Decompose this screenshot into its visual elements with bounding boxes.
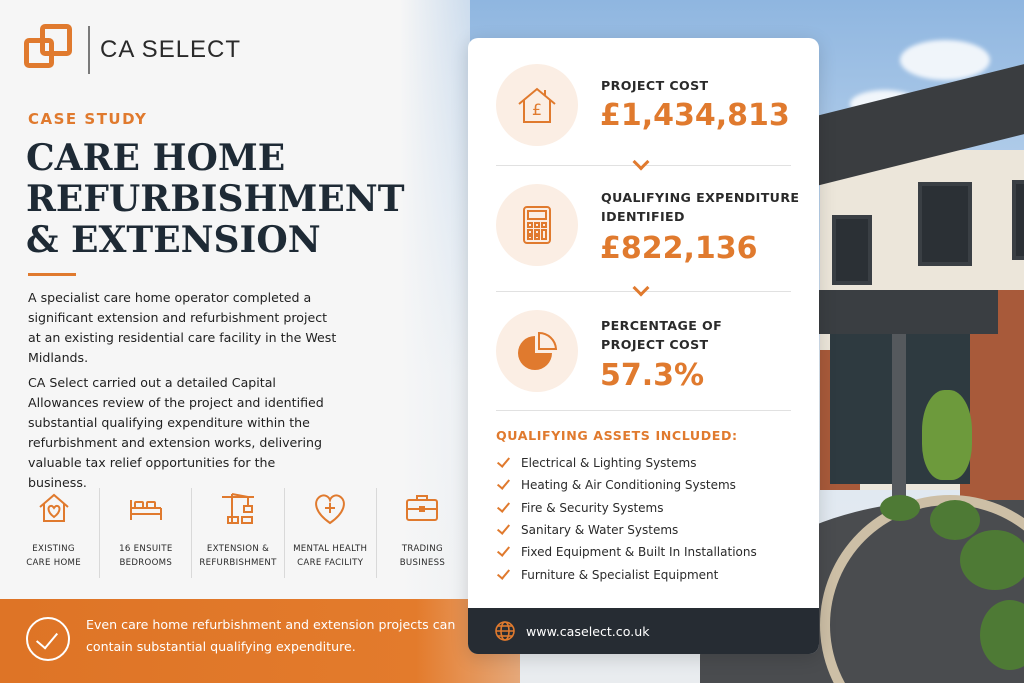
canopy-pillar: [892, 334, 906, 504]
svg-text:£: £: [531, 100, 543, 119]
check-icon: [497, 566, 510, 580]
check-circle-icon: [26, 617, 70, 661]
stat-icon-circle: [496, 310, 578, 392]
house-heart-icon: [34, 488, 74, 528]
list-item: [496, 519, 757, 541]
stat-icon-circle: [496, 64, 578, 146]
chevron-down-icon: [633, 154, 650, 171]
tree: [922, 390, 972, 480]
shrub: [930, 500, 980, 540]
list-item: [496, 497, 757, 519]
feature-list: [8, 488, 468, 578]
stat-label: [601, 316, 801, 354]
stat-value: £822,136: [600, 231, 758, 266]
feature-item: [192, 488, 284, 578]
feature-label: BUSINESS: [399, 558, 446, 568]
assets-title: QUALIFYING ASSETS INCLUDED:: [496, 428, 738, 443]
asset-label: Fire & Security Systems: [521, 500, 664, 515]
feature-item: [8, 488, 100, 578]
shrub: [960, 530, 1024, 590]
list-item: [496, 474, 757, 496]
title-line: REFURBISHMENT: [26, 178, 405, 220]
heart-plus-icon: [310, 488, 350, 528]
brand-name: CA SELECT: [100, 36, 242, 63]
stats-card: [468, 38, 819, 654]
title-underline: [28, 273, 76, 276]
list-item: [496, 452, 757, 474]
feature-item: [285, 488, 377, 578]
asset-label: Sanitary & Water Systems: [521, 523, 679, 538]
check-icon: [497, 521, 510, 535]
asset-label: Heating & Air Conditioning Systems: [521, 478, 736, 493]
website-link[interactable]: www.caselect.co.uk: [526, 623, 650, 639]
brand-logo[interactable]: [24, 24, 241, 76]
feature-label: CARE HOME: [26, 558, 81, 568]
logo-mark-icon: [24, 24, 76, 76]
page-title: [26, 138, 446, 261]
assets-list: [496, 452, 757, 586]
review-paragraph: CA Select carried out a detailed Capital Allowances review of the project and identified substantial qualifying expenditure within the refurbishment and extension works, delivering valuable tax relief opportunities for the business.: [28, 375, 324, 490]
title-line: CARE HOME: [26, 137, 286, 179]
asset-label: Furniture & Specialist Equipment: [521, 567, 719, 582]
stat-label-line: PROJECT COST: [601, 337, 709, 352]
briefcase-icon: [402, 488, 442, 528]
stat-value: 57.3%: [600, 358, 705, 393]
bottom-banner: [0, 599, 520, 683]
stat-label: [601, 188, 801, 226]
intro-paragraph: A specialist care home operator completed a significant extension and refurbishment project at an existing residential care facility in the West Midlands.: [28, 290, 337, 365]
check-icon: [497, 477, 510, 491]
check-icon: [497, 543, 510, 557]
title-line: & EXTENSION: [26, 219, 321, 261]
list-item: [496, 541, 757, 563]
stat-label-line: IDENTIFIED: [601, 209, 685, 224]
entrance-canopy: [818, 290, 998, 334]
pie-chart-icon: [514, 328, 560, 374]
check-icon: [497, 499, 510, 513]
feature-item: [377, 488, 468, 578]
crane-icon: [218, 488, 258, 528]
feature-label: MENTAL HEALTH: [293, 544, 368, 554]
window: [832, 215, 872, 285]
stat-label-line: PERCENTAGE OF: [601, 318, 723, 333]
feature-label: 16 ENSUITE: [119, 544, 173, 554]
feature-label: EXTENSION &: [206, 544, 270, 554]
stat-label-line: QUALIFYING EXPENDITURE: [601, 190, 800, 205]
calculator-icon: [514, 202, 560, 248]
window: [918, 182, 972, 266]
feature-item: [100, 488, 192, 578]
eyebrow-label: CASE STUDY: [28, 110, 148, 128]
chevron-down-icon: [633, 280, 650, 297]
divider: [496, 410, 791, 411]
banner-text: Even care home refurbishment and extension projects can contain substantial qualifying expenditure.: [86, 617, 456, 654]
stat-icon-circle: [496, 184, 578, 266]
window: [1012, 180, 1024, 260]
asset-label: Electrical & Lighting Systems: [521, 456, 697, 471]
logo-divider: [88, 26, 90, 74]
asset-label: Fixed Equipment & Built In Installations: [521, 545, 757, 560]
list-item: [496, 563, 757, 585]
feature-label: EXISTING: [32, 544, 75, 554]
left-panel: [0, 0, 470, 683]
check-icon: [497, 454, 510, 468]
stat-label: PROJECT COST: [601, 78, 709, 93]
house-pound-icon: [514, 82, 560, 128]
feature-label: CARE FACILITY: [297, 558, 364, 568]
feature-label: BEDROOMS: [119, 558, 173, 568]
feature-label: REFURBISHMENT: [199, 558, 277, 568]
cloud: [900, 40, 990, 80]
bed-icon: [126, 488, 166, 528]
shrub: [880, 495, 920, 521]
globe-icon: [494, 620, 516, 642]
website-footer: [468, 608, 819, 654]
stat-value: £1,434,813: [600, 98, 790, 133]
feature-label: TRADING: [401, 544, 443, 554]
